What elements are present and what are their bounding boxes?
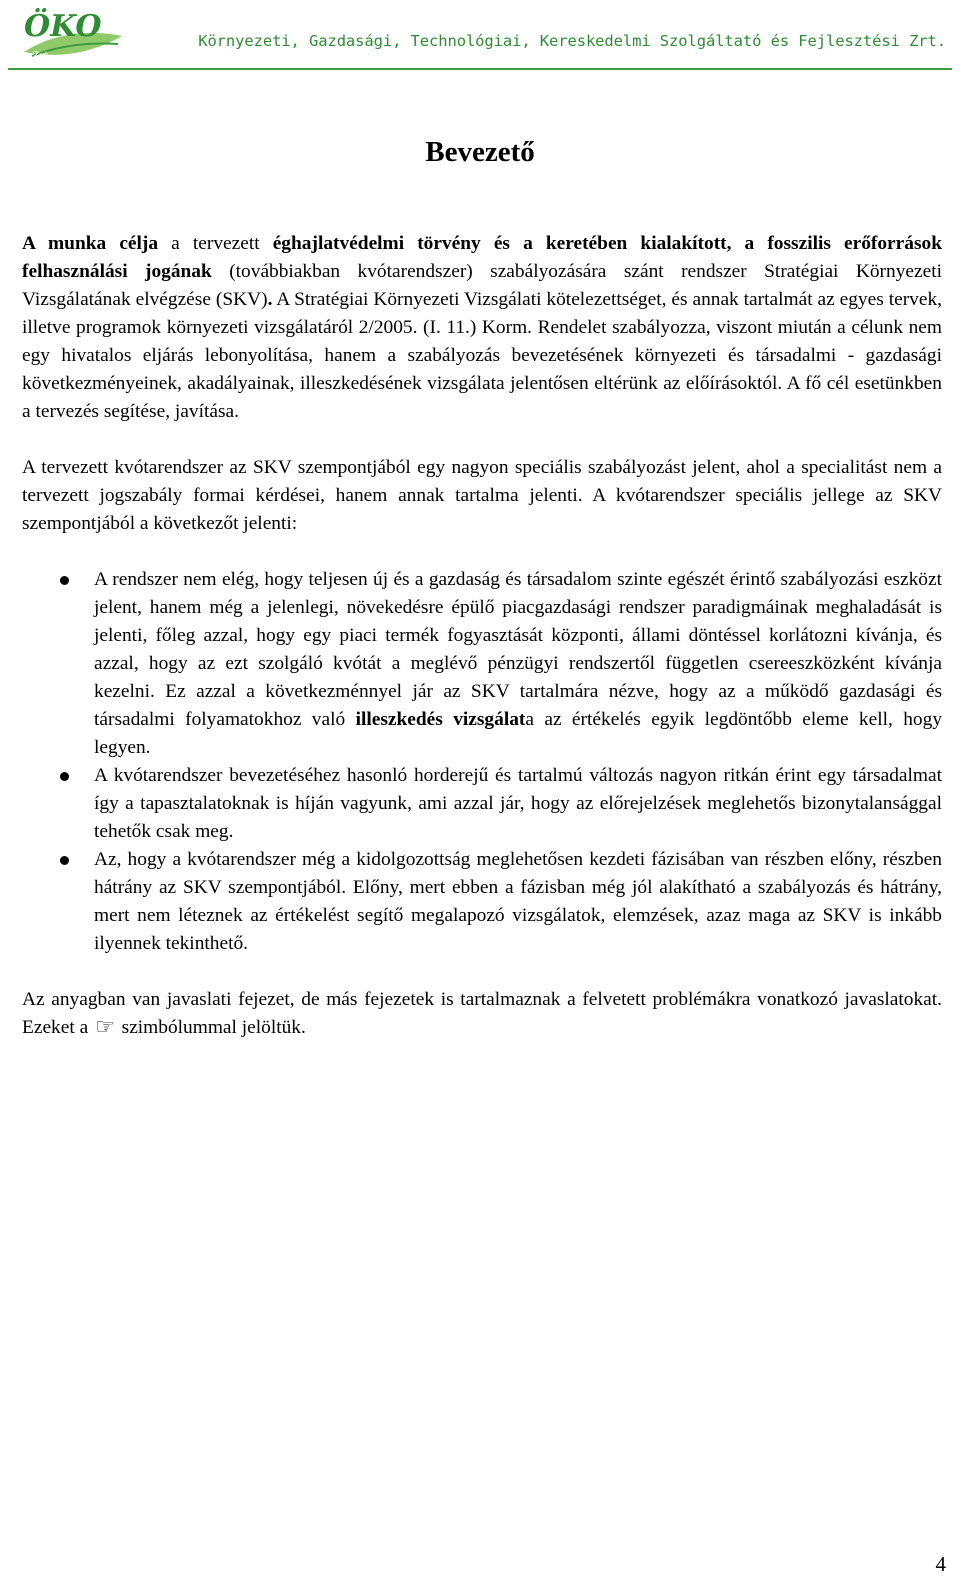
proposals-text-b: szimbólummal jelöltük. (116, 1017, 306, 1038)
intro-bold-2: éghajlatvédelmi törvény és a keretében kialakított, a fosszilis erőforrások felhasználási jogának (22, 233, 942, 282)
bullet-1-bold: illeszkedés vizsgálat (355, 709, 526, 730)
proposals-text-a: Az anyagban van javaslati fejezet, de más fejezetek is tartalmaznak a felvetett problémákra vonatkozó javaslatokat. Ezeket a (22, 989, 942, 1038)
proposals-paragraph (22, 986, 942, 1042)
list-item (94, 846, 942, 958)
bullet-2-text: A kvótarendszer bevezetéséhez hasonló horderejű és tartalmú változás nagyon ritkán érint egy társadalmat így a tapasztalatoknak is híján vagyunk, ami azzal jár, hogy az előrejelzések meglehetős bizonytalansággal tehetők csak meg. (94, 765, 942, 842)
page-title: Bevezető (425, 136, 535, 168)
bullet-1-text-a: A rendszer nem elég, hogy teljesen új és a gazdaság és társadalom szinte egészét érintő szabályozási eszközt jelent, hanem még a jelenlegi, növekedésre épülő piacgazdasági rendszer paradigmáinak meghaladását is jelenti, főleg azzal, hogy egy piaci termék fogyasztását központi, állami döntéssel korlátozni kívánja, és azzal, hogy az ezt szolgáló kvótát a meglévő pénzügyi rendszertől független csereeszközként kívánja kezelni. Ez azzal a következménnyel jár az SKV tartalmára nézve, hogy az a működő gazdasági és társadalmi folyamatokhoz való (94, 569, 942, 730)
intro-bold-1: A munka célja (22, 233, 159, 254)
logo-subtext: Zrt. (32, 51, 51, 62)
header-divider (8, 68, 952, 70)
bullet-1-text-c: a az értékelés egyik legdöntőbb eleme kell, hogy legyen. (94, 709, 943, 758)
page-header (8, 6, 952, 70)
oko-logo (18, 6, 126, 64)
logo-text: ÖKO (24, 9, 102, 44)
intro-paragraph (22, 230, 942, 426)
intro-text-2: (továbbiakban kvótarendszer) szabályozására szánt rendszer Stratégiai Környezeti Vizsgálatának elvégzése (SKV) (22, 261, 942, 310)
intro-text-3: A Stratégiai Környezeti Vizsgálati kötelezettséget, és annak tartalmát az egyes tervek, illetve programok környezeti vizsgálatáról 2/2005. (I. 11.) Korm. Rendelet szabályozza, viszont miután a célunk nem egy hivatalos eljárás lebonyolítása, hanem a szabályozás bevezetésének környezeti és társadalmi - gazdasági következményeinek, akadályainak, illeszkedésének vizsgálata jelentősen eltérünk az előírásoktól. A fő cél esetünkben a tervezés segítése, javítása. (22, 289, 942, 422)
bullet-list (22, 566, 942, 958)
company-name: Környezeti, Gazdasági, Technológiai, Kereskedelmi Szolgáltató és Fejlesztési Zrt. (198, 32, 946, 50)
intro-bold-3: . (267, 289, 273, 310)
pointing-hand-icon: ☞ (95, 1015, 115, 1040)
document-body (22, 230, 942, 1042)
list-item (94, 566, 942, 762)
intro-text-1: a tervezett (158, 233, 273, 254)
bullet-3-text: Az, hogy a kvótarendszer még a kidolgozottság meglehetősen kezdeti fázisában van részben előny, részben hátrány az SKV szempontjából. Előny, mert ebben a fázisban még jól alakítható a szabályozás és hátrány, mert nem léteznek az értékelést segítő megalapozó vizsgálatok, elemzések, azaz maga az SKV is inkább ilyennek tekinthető. (94, 849, 942, 954)
page-number: 4 (935, 1552, 946, 1576)
quota-system-paragraph: A tervezett kvótarendszer az SKV szempontjából egy nagyon speciális szabályozást jelent, ahol a specialitást nem a tervezett jogszabály formai kérdései, hanem annak tartalma jelenti. A kvótarendszer speciális jellege az SKV szempontjából a következőt jelenti: (22, 457, 942, 534)
list-item (94, 762, 942, 846)
